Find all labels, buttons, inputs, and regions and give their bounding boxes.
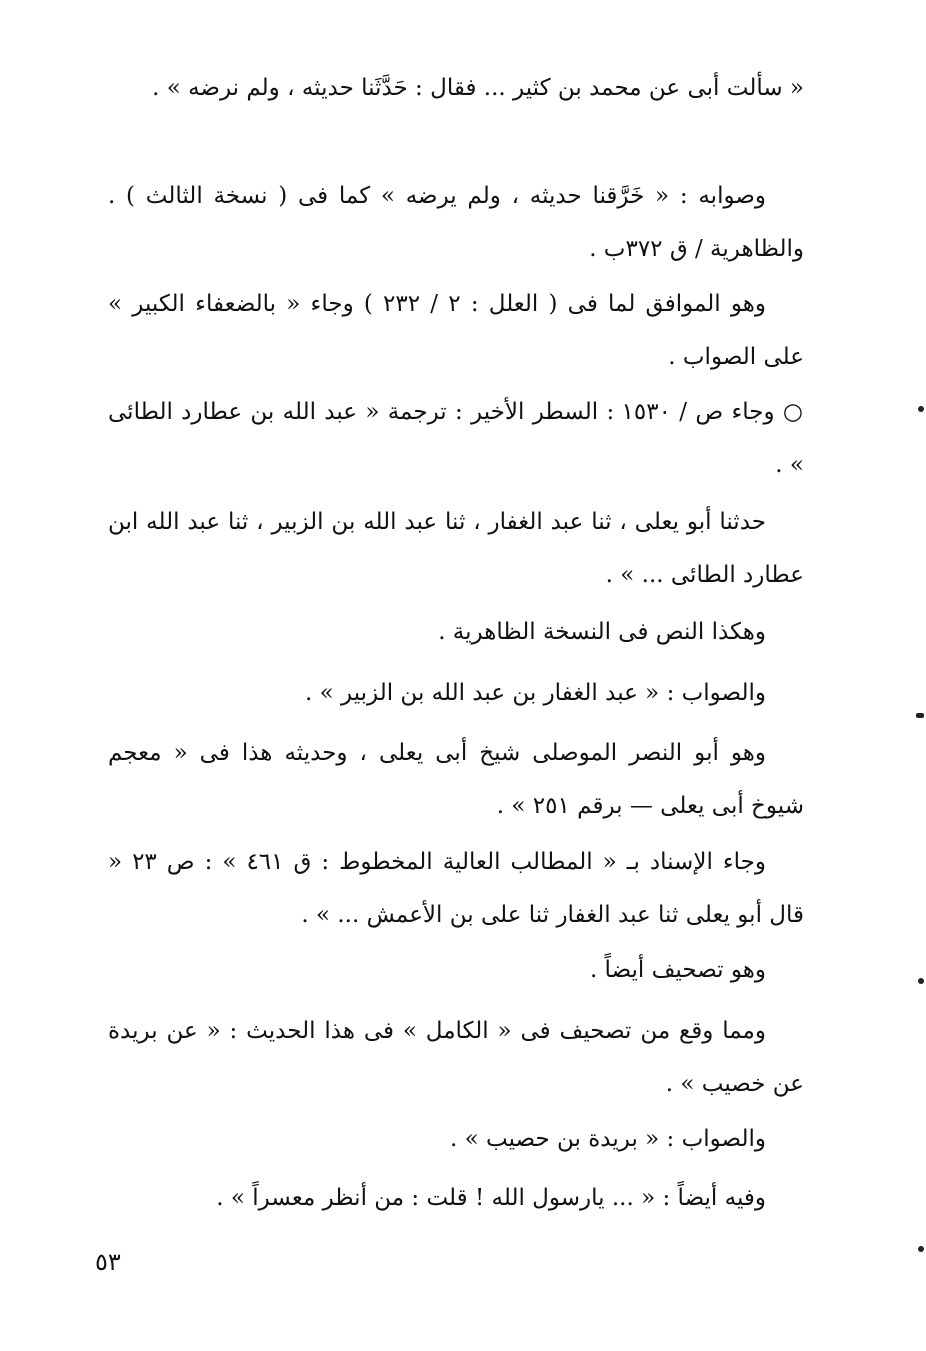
paragraph-3: وهو الموافق لما فى ( العلل : ٢ / ٢٣٢ ) وجاء « بالضعفاء الكبير » على الصواب . (108, 291, 804, 370)
margin-mark (918, 406, 924, 412)
paragraph-5: حدثنا أبو يعلى ، ثنا عبد الغفار ، ثنا عبد الله بن الزبير ، ثنا عبد الله ابن عطارد الطائى ... » . (108, 509, 804, 588)
paragraph-4: ○ وجاء ص / ١٥٣٠ : السطر الأخير : ترجمة « عبد الله بن عطارد الطائى » . (108, 399, 804, 478)
margin-mark (918, 1246, 924, 1252)
margin-mark (918, 978, 924, 984)
paragraph-1: « سألت أبى عن محمد بن كثير ... فقال : حَدَّثَنا حديثه ، ولم نرضه » . (152, 75, 804, 101)
paragraph-2: وصوابه : « خَرَّقنا حديثه ، ولم يرضه » كما فى ( نسخة الثالث ) . والظاهرية / ق ٣٧٢ب . (108, 183, 804, 262)
page-number: ٥٣ (95, 1248, 121, 1276)
paragraph-10: وهو تصحيف أيضاً . (589, 957, 766, 983)
paragraph-13: وفيه أيضاً : « ... يارسول الله ! قلت : من أنظر معسراً » . (216, 1185, 766, 1211)
margin-mark (916, 713, 924, 718)
paragraph-12: والصواب : « بريدة بن حصيب » . (450, 1126, 766, 1152)
paragraph-8: وهو أبو النصر الموصلى شيخ أبى يعلى ، وحديثه هذا فى « معجم شيوخ أبى يعلى — برقم ٢٥١ » . (108, 740, 804, 819)
paragraph-9: وجاء الإسناد بـ « المطالب العالية المخطوط : ق ٤٦١ » : ص ٢٣ « قال أبو يعلى ثنا عبد الغفار ثنا على بن الأعمش ... » . (108, 849, 804, 928)
paragraph-7: والصواب : « عبد الغفار بن عبد الله بن الزبير » . (305, 680, 766, 706)
paragraph-11: ومما وقع من تصحيف فى « الكامل » فى هذا الحديث : « عن بريدة عن خصيب » . (108, 1018, 804, 1097)
paragraph-6: وهكذا النص فى النسخة الظاهرية . (438, 619, 766, 645)
